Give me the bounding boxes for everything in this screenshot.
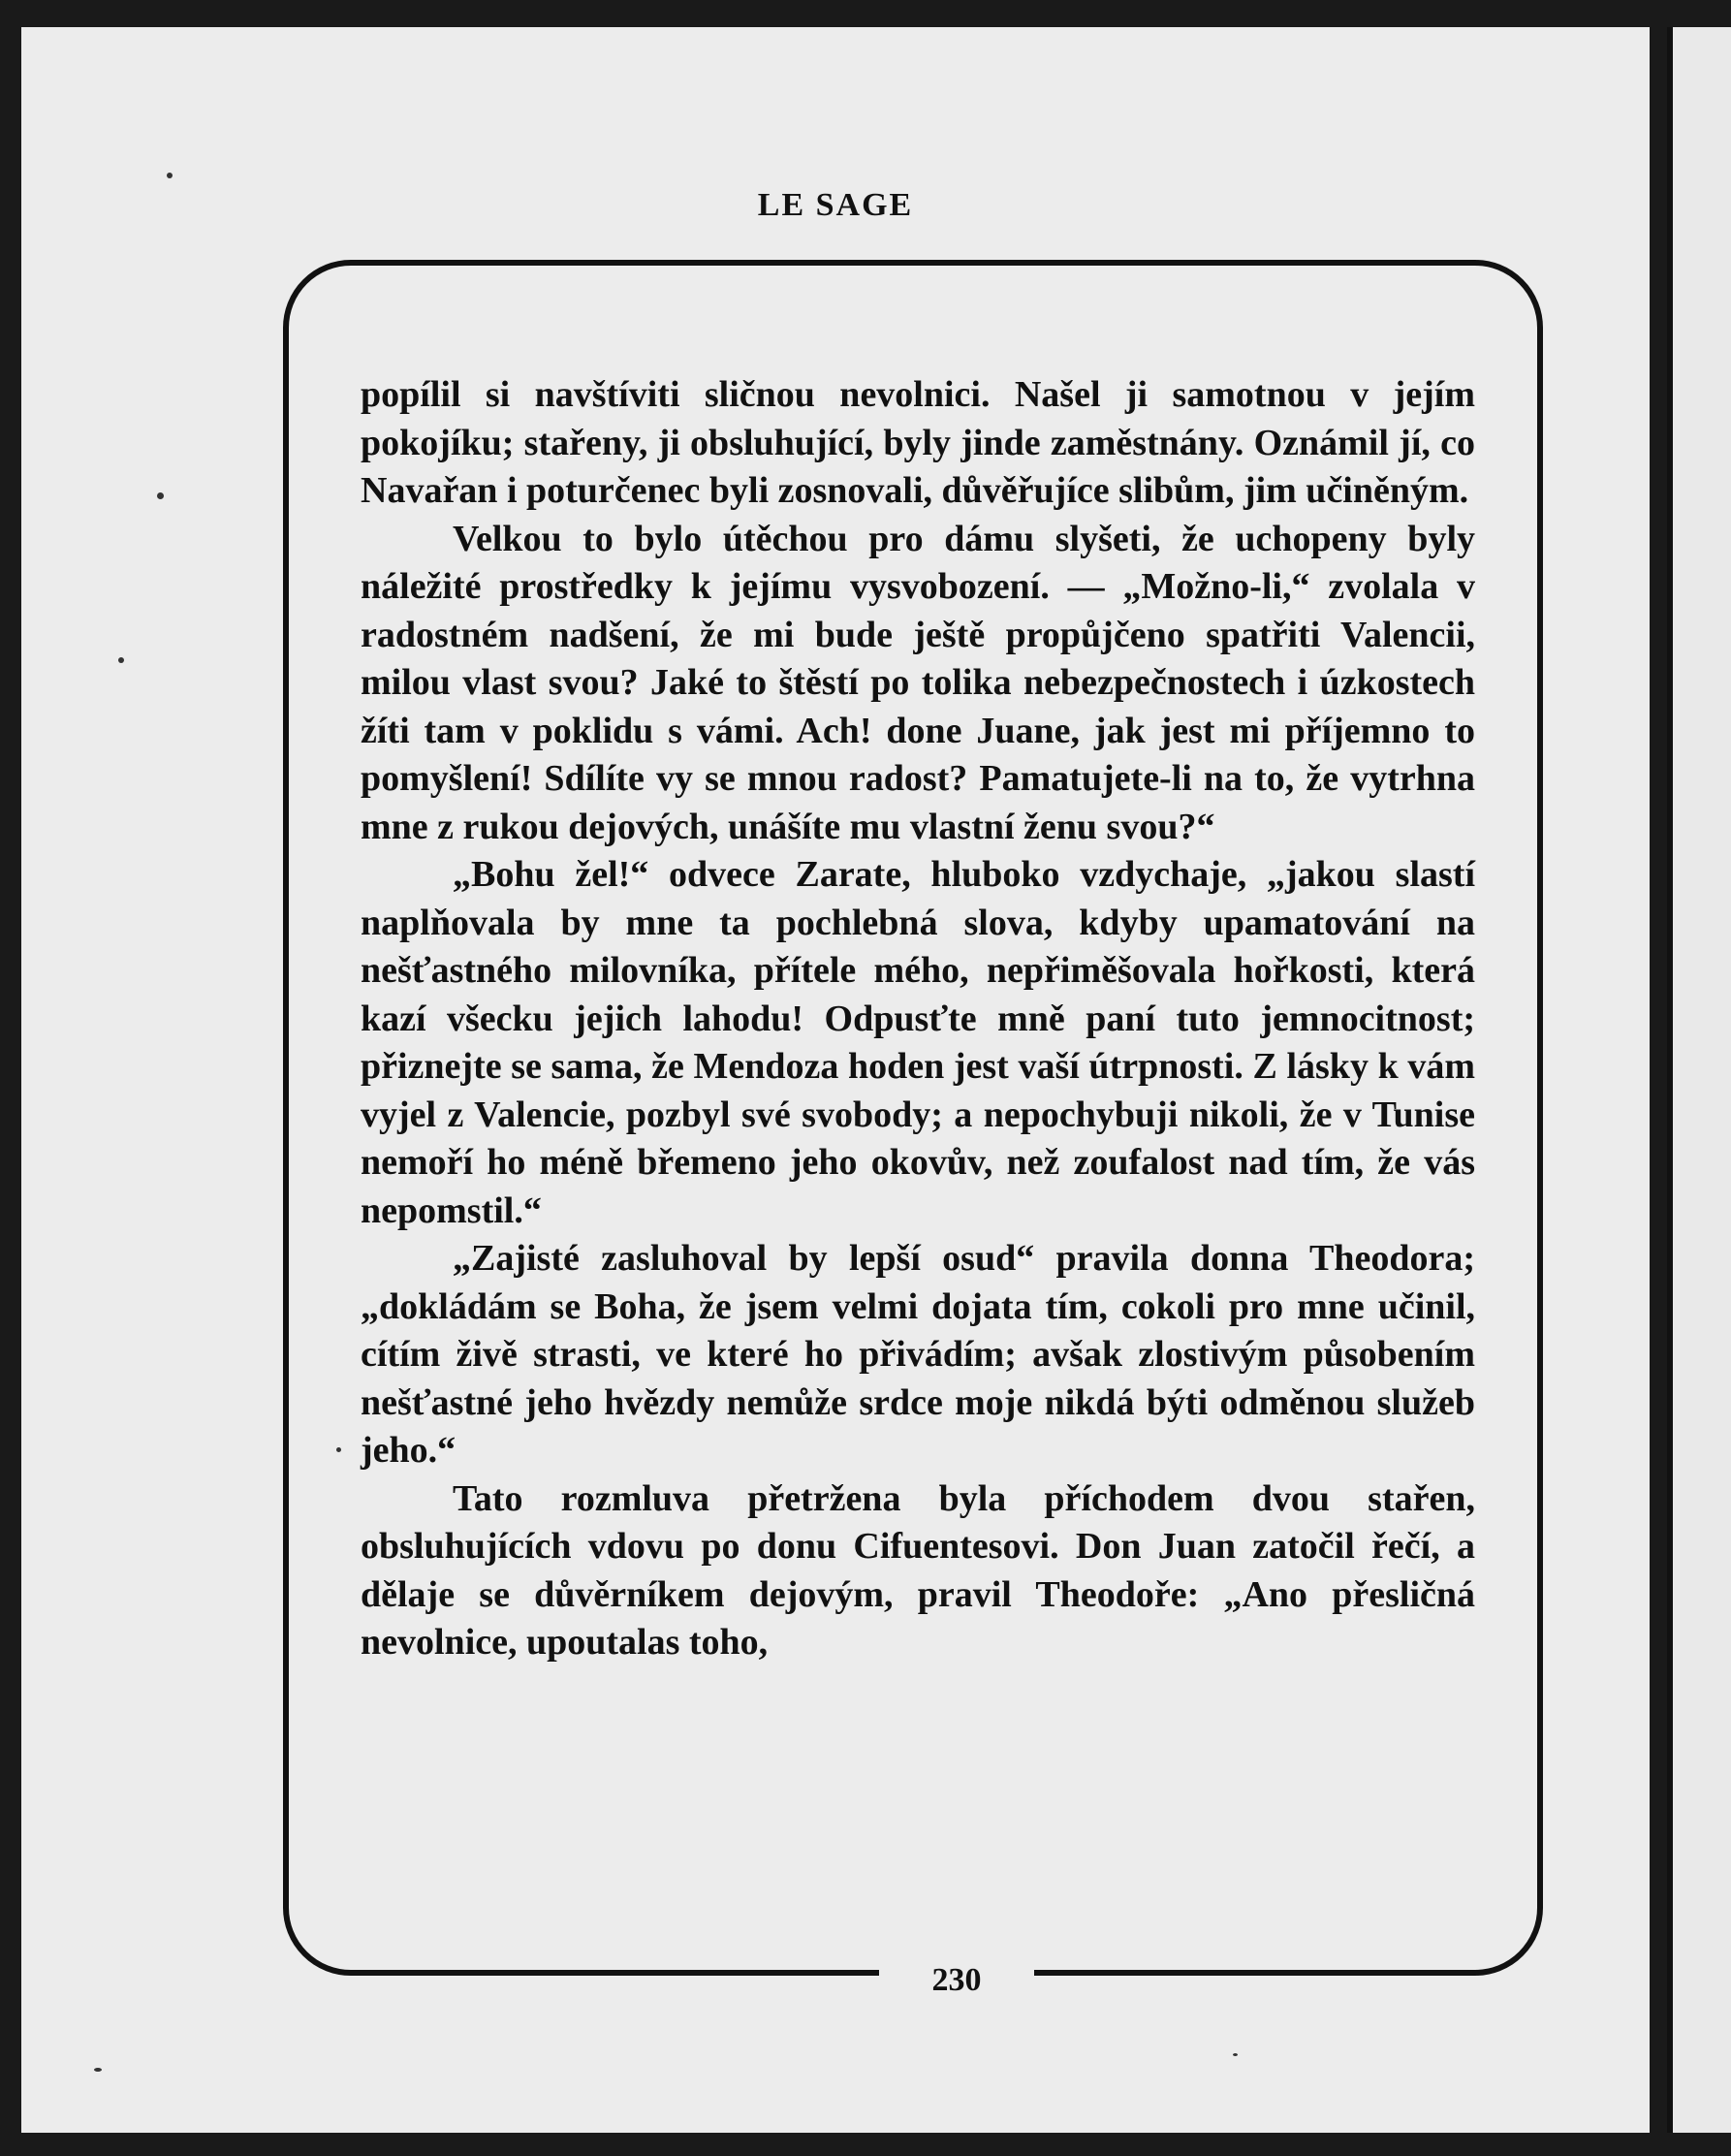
page-number: 230 [931,1962,982,1998]
dust-speck [94,2068,102,2072]
body-text [361,371,1475,1667]
adjacent-page-edge [1667,27,1731,2133]
paragraph-3: „Bohu žel!“ odvece Zarate, hluboko vzdychaje, „jakou slastí naplňovala by mne ta pochlebná slova, kdyby upamatování na nešťastného milovníka, přítele mého, nepřiměšovala hořkosti, která kazí všecku jejich lahodu! Odpusťte mně paní tuto jemnocitnost; přiznejte se sama, že Mendoza hoden jest vaší útrpnosti. Z lásky k vám vyjel z Valencie, pozbyl své svobody; a nepochybuji nikoli, že v Tunise nemoří ho méně břemeno jeho okovův, než zoufalost nad tím, že vás nepomstil.“ [361,854,1475,1231]
book-page [21,27,1650,2133]
paragraph-2: Velkou to bylo útěchou pro dámu slyšeti, že uchopeny byly náležité prostředky k jejímu vysvobození. — „Možno-li,“ zvolala v radostném nadšení, že mi bude ještě propůjčeno spatřiti Valencii, milou vlast svou? Jaké to štěstí po tolika nebezpečnostech i úzkostech žíti tam v poklidu s vámi. Ach! done Juane, jak jest mi příjemno to pomyšlení! Sdílíte vy se mnou radost? Pamatujete-li na to, že vytrhna mne z rukou dejových, unášíte mu vlastní ženu svou?“ [361,518,1475,847]
dust-speck [1233,2053,1238,2056]
running-header: LE SAGE [757,187,914,223]
paragraph-4: „Zajisté zasluhoval by lepší osud“ pravila donna Theodora; „dokládám se Boha, že jsem velmi dojata tím, cokoli pro mne učinil, cítím živě strasti, ve které ho přivádím; avšak zlostivým působením nešťastné jeho hvězdy nemůže srdce moje nikdá býti odměnou služeb jeho.“ [361,1238,1475,1471]
dust-speck [157,492,164,499]
paragraph-1: popílil si navštíviti sličnou nevolnici. Našel ji samotnou v jejím pokojíku; stařeny, ji obsluhující, byly jinde zaměstnány. Oznámil jí, co Navařan i poturčenec byli zosnovali, důvěřujíce slibům, jim učiněným. [361,374,1475,511]
dust-speck [336,1447,341,1452]
dust-speck [118,657,124,663]
dust-speck [167,173,173,178]
paragraph-5: Tato rozmluva přetržena byla příchodem dvou stařen, obsluhujících vdovu po donu Cifuentesovi. Don Juan zatočil řečí, a dělaje se důvěrníkem dejovým, pravil Theodoře: „Ano přesličná nevolnice, upoutalas toho, [361,1477,1475,1663]
